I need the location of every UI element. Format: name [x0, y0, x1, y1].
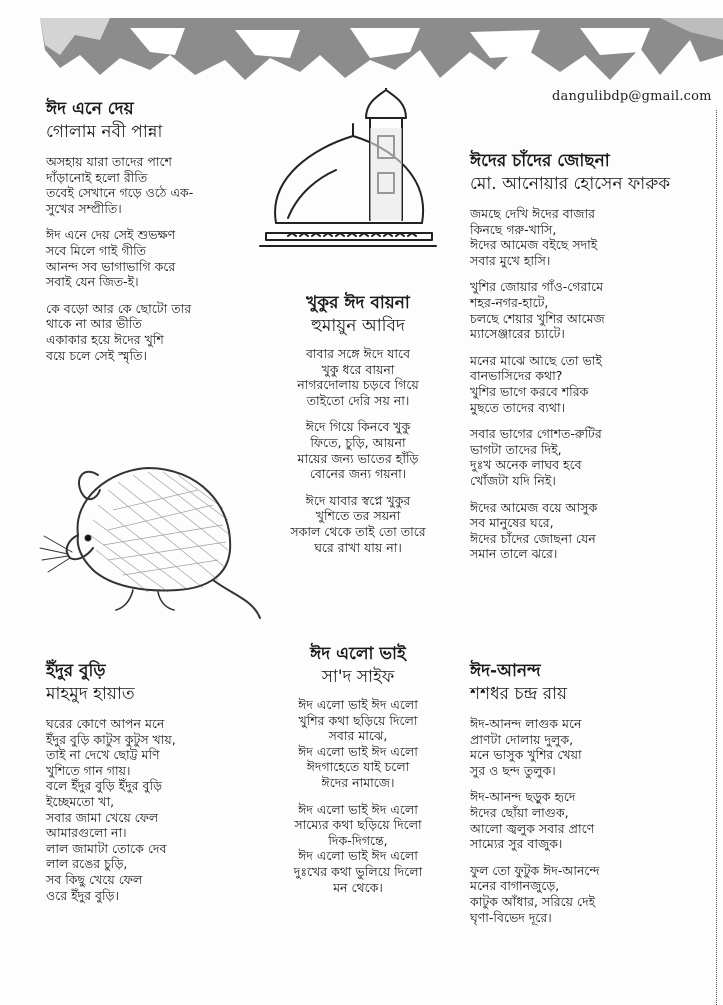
poem-line: চলছে শেয়ার খুশির আমেজ — [470, 310, 605, 326]
poem-line: ঈদগাহেতে যাই চলো — [306, 759, 410, 775]
poem-line: শহর-নগর-হাটে, — [470, 294, 549, 310]
poem-line: ঈদ এলো ভাই ঈদ এলো — [298, 848, 418, 864]
poem-line: দিক-দিগন্তে, — [328, 832, 388, 848]
poem-line: সবার ভাগের গোশত-রুটির — [470, 426, 602, 442]
poem-eid-elo-bhai — [258, 643, 458, 906]
poem-line: ফুল তো ফুটুক ঈদ-আনন্দে — [470, 862, 600, 878]
poem-eid-anondo — [470, 660, 715, 936]
poem-line: খুকু ধরে বায়না — [321, 361, 395, 377]
poem-line: ঈদ এলো ভাই ঈদ এলো — [298, 801, 418, 817]
stanza — [46, 154, 246, 216]
poem-line: সবার জামা খেয়ে ফেল — [46, 809, 159, 825]
poem-line: মনের বাগানজুড়ে, — [470, 878, 560, 894]
poem-khukur-eid-bayna — [258, 292, 458, 566]
poem-line: বাবার সঙ্গে ঈদে যাবে — [305, 346, 411, 361]
poem-line: ঈদে যাবার স্বপ্নে খুকুর — [305, 492, 411, 508]
stanza — [258, 419, 458, 481]
poem-line: ঈদে গিয়ে কিনবে খুকু — [305, 419, 411, 435]
poem-line: সকাল থেকে তাই তো তারে — [290, 523, 426, 539]
poem-line: তবেই সেখানে গড়ে ওঠে এক- — [46, 185, 194, 201]
stanza — [258, 346, 458, 408]
poem-line: সব মানুষের ঘরে, — [470, 515, 554, 531]
poem-line: দুঃখ অনেক লাঘব হবে — [470, 457, 582, 473]
poem-line: আলো জ্বলুক সবার প্রাণে — [470, 820, 595, 836]
poem-author: সা'দ সাইফ — [321, 667, 395, 687]
poem-line: দাঁড়ানোই হলো রীতি — [46, 169, 148, 185]
poem-line: সুখের সম্প্রীতি। — [46, 200, 122, 216]
poem-line: খুশিতে তর সয়না — [315, 508, 401, 524]
poem-indur-buri — [46, 660, 261, 914]
poem-author: মাহমুদ হায়াত — [46, 684, 135, 704]
mouse-sketch — [38, 450, 263, 620]
poem-line: খুশির জোয়ার গাঁও-গেরামে — [470, 279, 604, 295]
poem-line: মন থেকে। — [333, 879, 383, 895]
poem-line: ঈদ এলো ভাই ঈদ এলো — [298, 743, 418, 759]
poem-line: খুশির ভাগে করবে শরিক — [470, 383, 589, 399]
poem-line: মনে ভাসুক খুশির খেয়া — [470, 747, 582, 763]
poem-title: ঈদ এলো ভাই — [310, 644, 406, 664]
poem-line: ঈদ-আনন্দ ছড়ুক হৃদে — [470, 789, 576, 805]
stanza — [46, 716, 261, 903]
contact-email: dangulibdp@gmail.com — [552, 89, 712, 104]
stanza — [46, 227, 246, 289]
stanza — [258, 697, 458, 791]
stanza — [470, 426, 715, 488]
poem-line: ঈদের আমেজ বয়ে আসুক — [470, 499, 598, 515]
poem-line: সাম্যের সুর বাজুক। — [470, 836, 563, 852]
poem-line: সবাই যেন জিত-ই। — [46, 274, 139, 290]
poem-line: কাটুক আঁধার, সরিয়ে দেই — [470, 893, 596, 909]
poem-line: মুছতে তাদের ব্যথা। — [470, 399, 566, 415]
poem-line: ফিতে, চুড়ি, আয়না — [310, 434, 406, 450]
poem-title: ঈদ এনে দেয় — [46, 99, 134, 119]
mosque-illustration — [258, 88, 438, 258]
poem-line: ইচ্ছেমতো খা, — [46, 793, 115, 809]
poem-line: আনন্দ সব ভাগাভাগি করে — [46, 258, 176, 274]
poem-line: খুশিতে গান গায়। — [46, 762, 131, 778]
poem-line: প্রাণটা দোলায় দুলুক, — [470, 731, 574, 747]
poem-line: সবার মাঝে, — [328, 728, 388, 744]
stanza — [470, 279, 715, 341]
stanza — [258, 493, 458, 555]
poem-author: গোলাম নবী পান্না — [46, 122, 163, 142]
poem-line: দুঃখের কথা ভুলিয়ে দিলো — [293, 863, 423, 879]
stanza — [470, 789, 715, 851]
poem-line: ভাগটা তাদের দিই, — [470, 441, 562, 457]
poem-line: লাল রঙের চুড়ি, — [46, 856, 128, 872]
poem-line: বানভাসিদের কথা? — [470, 368, 563, 384]
poem-author: মো. আনোয়ার হোসেন ফারুক — [470, 174, 671, 194]
poem-line: তাই না দেখে ছোট্ট মণি — [46, 747, 160, 763]
poem-line: ঈদ-আনন্দ লাগুক মনে — [470, 716, 582, 731]
poem-line: ঈদের ছোঁয়া লাগুক, — [470, 804, 569, 820]
stanza — [470, 500, 715, 562]
poem-title: ইঁদুর বুড়ি — [46, 661, 106, 681]
stanza — [46, 301, 246, 363]
poem-line: ঘরের কোণে আপন মনে — [46, 716, 165, 731]
poem-line: একাকার হয়ে ঈদের খুশি — [46, 331, 164, 347]
poem-line: সবার মুখে হাসি। — [470, 252, 551, 268]
poem-line: থাকে না আর ভীতি — [46, 316, 142, 332]
poem-line: ওরে ইঁদুর বুড়ি। — [46, 887, 119, 903]
poem-line: ম্যাসেঞ্জারের চ্যাটে। — [470, 326, 565, 342]
poem-line: ঈদের চাঁদের জোছনা যেন — [470, 530, 596, 546]
poem-line: জমছে দেখি ঈদের বাজার — [470, 206, 595, 221]
poem-line: আমারগুলো না। — [46, 825, 127, 841]
poem-line: সব কিছু খেয়ে ফেল — [46, 871, 143, 887]
poem-title: ঈদ-আনন্দ — [470, 661, 541, 681]
poem-line: সবে মিলে গাই গীতি — [46, 242, 147, 258]
poem-line: তাইতো দেরি সয় না। — [306, 392, 410, 408]
poem-line: মায়ের জন্য ভাতের হাঁড়ি — [297, 450, 419, 466]
poem-line: নাগরদোলায় চড়বে গিয়ে — [297, 377, 419, 393]
poem-line: ঈদের আমেজ বইছে সদাই — [470, 237, 598, 253]
poem-author: শশধর চন্দ্র রায় — [470, 684, 568, 704]
poem-line: ঈদ এনে দেয় সেই শুভক্ষণ — [46, 227, 176, 243]
poem-line: বয়ে চলে সেই স্মৃতি। — [46, 347, 147, 363]
poem-line: ইঁদুর বুড়ি কাটুস কুটুস খায়, — [46, 731, 176, 747]
poem-title: খুকুর ঈদ বায়না — [306, 293, 410, 313]
poem-eid-ene-dey — [46, 98, 246, 374]
poem-line: ঘৃণা-বিভেদ দূরে। — [470, 909, 552, 925]
stanza — [470, 863, 715, 925]
poem-author: হুমায়ুন আবিদ — [311, 316, 405, 336]
poem-line: বোনের জন্য গয়না। — [309, 466, 407, 482]
stanza — [258, 802, 458, 896]
column-divider — [716, 110, 717, 1005]
poem-line: সুর ও ছন্দ তুলুক। — [470, 762, 556, 778]
poem-line: অসহায় যারা তাদের পাশে — [46, 154, 172, 169]
stanza — [470, 353, 715, 415]
stanza — [470, 716, 715, 778]
poem-eider-chander-jochna — [470, 150, 715, 573]
poem-line: খুশির কথা ছড়িয়ে দিলো — [298, 712, 418, 728]
poem-title: ঈদের চাঁদের জোছনা — [470, 151, 610, 171]
masthead-banner — [0, 0, 723, 100]
poem-line: ঘরে রাখা যায় না। — [314, 539, 402, 555]
poem-line: লাল জামাটা তোকে দেব — [46, 840, 167, 856]
stanza — [470, 206, 715, 268]
poem-line: কে বড়ো আর কে ছোটো তার — [46, 300, 192, 316]
poem-line: সমান তালে ঝরে। — [470, 546, 558, 562]
poem-line: ঈদের নামাজে। — [321, 774, 395, 790]
poem-line: সাম্যের কথা ছড়িয়ে দিলো — [294, 817, 422, 833]
poem-line: বলে ইঁদুর বুড়ি ইঁদুর বুড়ি — [46, 778, 162, 794]
poem-line: মনের মাঝে আছে তো ভাই — [470, 352, 602, 368]
poem-line: খোঁজটা যদি নিই। — [470, 472, 556, 488]
poem-line: কিনছে গরু-খাসি, — [470, 221, 557, 237]
poem-line: ঈদ এলো ভাই ঈদ এলো — [298, 697, 418, 712]
